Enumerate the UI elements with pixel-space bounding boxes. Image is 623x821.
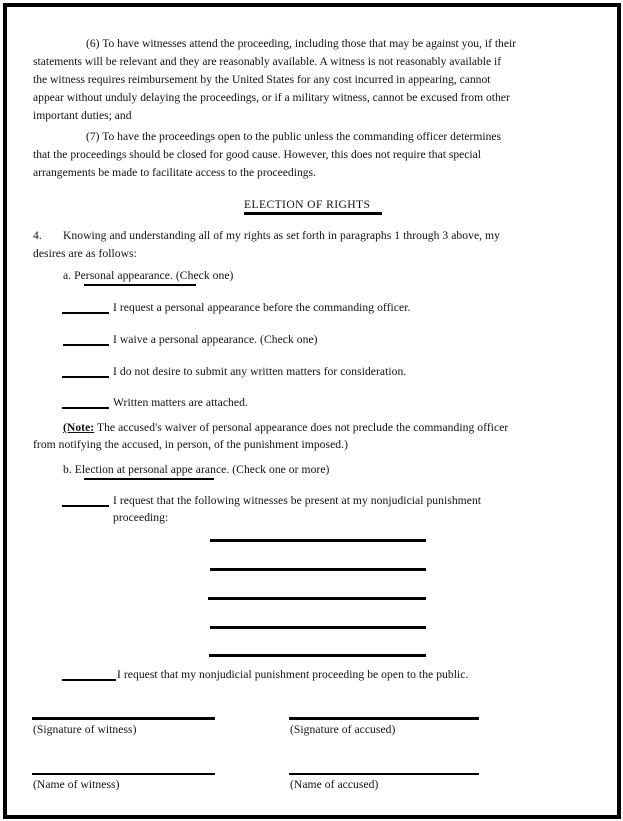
subsection-a-title-underline: [84, 284, 196, 286]
option-request-witnesses-cont: proceeding:: [113, 511, 169, 524]
item-4-line: Knowing and understanding all of my rights as set forth in paragraphs 1 through 3 above, my: [63, 229, 500, 242]
note-label: (Note:: [63, 421, 95, 434]
option-request-appearance: I request a personal appearance before the commanding officer.: [113, 301, 411, 314]
witness-name-field-3[interactable]: [208, 597, 426, 600]
paragraph-7: [33, 128, 501, 182]
section-heading: ELECTION OF RIGHTS: [244, 198, 371, 211]
accused-name-label: (Name of accused): [290, 778, 379, 791]
subsection-a-instruction: (Check one): [172, 269, 234, 282]
witness-signature-field[interactable]: [32, 717, 215, 720]
subsection-b-heading: [63, 461, 329, 479]
accused-signature-label: (Signature of accused): [290, 723, 396, 736]
note-line: [63, 419, 508, 437]
paragraph-7-line: (7) To have the proceedings open to the public unless the commanding officer determines: [86, 130, 502, 143]
checkbox-blank-written-attached[interactable]: [62, 407, 109, 409]
witness-name-field-2[interactable]: [210, 568, 426, 571]
paragraph-6-line: important duties; and: [33, 109, 132, 122]
witness-name-field-4[interactable]: [210, 626, 426, 629]
note-text: The accused's waiver of personal appearance does not preclude the commanding officer: [94, 421, 509, 434]
paragraph-6-line: appear without unduly delaying the proceedings, or if a military witness, cannot be excused from other: [33, 91, 510, 104]
item-4-number: 4.: [33, 229, 42, 242]
paragraph-6: [33, 35, 516, 125]
subsection-b-prefix: b.: [63, 463, 75, 476]
note-line: from notifying the accused, in person, of the punishment imposed.): [33, 438, 348, 451]
option-no-written-matters: I do not desire to submit any written matters for consideration.: [113, 365, 407, 378]
heading-underline: [244, 212, 382, 215]
document-page: [3, 3, 621, 819]
checkbox-blank-no-written-matters[interactable]: [62, 376, 109, 378]
subsection-b-instruction: (Check one or more): [229, 463, 330, 476]
witness-name-field-1[interactable]: [210, 539, 426, 542]
item-4-line: desires are as follows:: [33, 247, 137, 260]
checkbox-blank-open-to-public[interactable]: [62, 679, 116, 681]
accused-name-field[interactable]: [289, 773, 479, 775]
checkbox-blank-request-witnesses[interactable]: [62, 505, 109, 507]
witness-signature-label: (Signature of witness): [33, 723, 137, 736]
witness-name-field[interactable]: [32, 773, 215, 775]
accused-signature-field[interactable]: [289, 717, 479, 720]
subsection-b-title: Election at personal appe arance.: [74, 463, 230, 476]
witness-name-label: (Name of witness): [33, 778, 120, 791]
witness-name-field-5[interactable]: [209, 654, 426, 657]
option-request-witnesses: I request that the following witnesses be present at my nonjudicial punishment: [113, 494, 482, 507]
option-open-to-public: I request that my nonjudicial punishment proceeding be open to the public.: [117, 668, 469, 681]
checkbox-blank-waive-appearance[interactable]: [63, 344, 109, 346]
paragraph-7-line: arrangements be made to facilitate access to the proceedings.: [33, 166, 316, 179]
subsection-a-title: Personal appearance.: [74, 269, 173, 282]
paragraph-6-line: the witness requires reimbursement by the United States for any cost incurred in appearing, cannot: [33, 73, 491, 86]
subsection-b-title-underline: [84, 478, 214, 480]
subsection-a-heading: [63, 267, 233, 285]
checkbox-blank-request-appearance[interactable]: [62, 312, 109, 314]
paragraph-7-line: that the proceedings should be closed for good cause. However, this does not require that special: [33, 148, 482, 161]
option-waive-appearance: I waive a personal appearance. (Check one): [113, 333, 318, 346]
subsection-a-prefix: a.: [63, 269, 75, 282]
option-written-attached: Written matters are attached.: [113, 396, 248, 409]
paragraph-6-line: (6) To have witnesses attend the proceeding, including those that may be against you, if their: [86, 37, 517, 50]
paragraph-6-line: statements will be relevant and they are reasonably available. A witness is not reasonably available if: [33, 55, 502, 68]
